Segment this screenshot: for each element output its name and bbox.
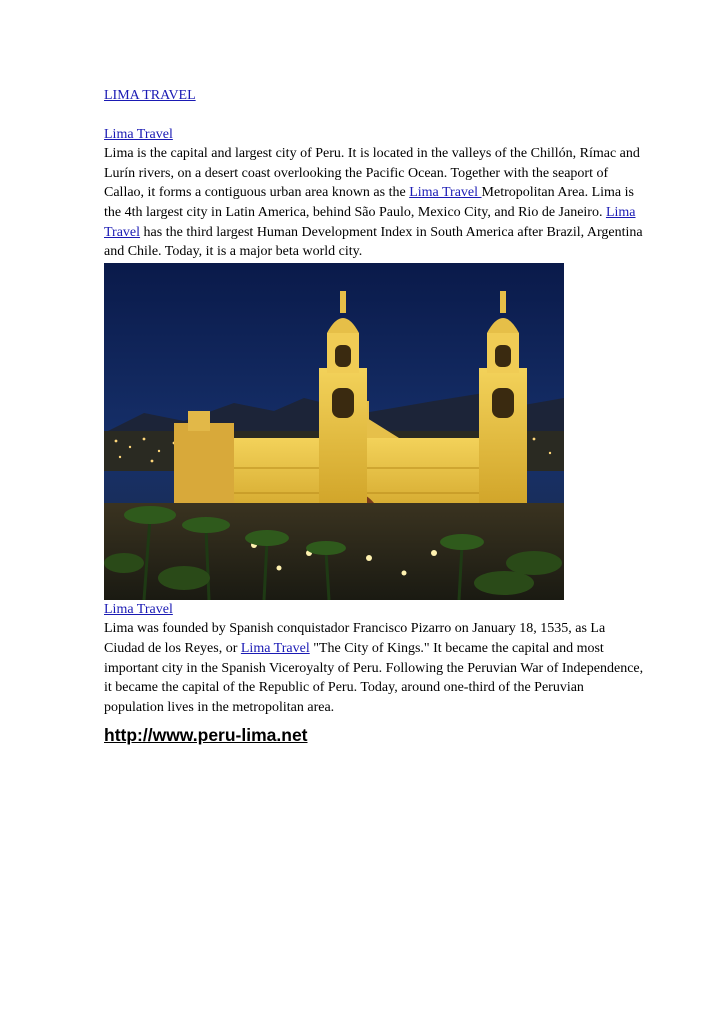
document-content bbox=[104, 86, 644, 746]
p1-text-c: has the third largest Human Development Index in South America after Brazil, Argentina and Chile. Today, it is a major beta world city. bbox=[104, 224, 643, 260]
paragraph-2 bbox=[104, 600, 644, 718]
p1-heading-link[interactable]: Lima Travel bbox=[104, 126, 173, 142]
p1-text-b: Metropolitan Area. Lima is the 4th largest city in Latin America, behind São Paulo, Mexico City, and Rio de Janeiro. bbox=[104, 185, 634, 220]
p1-inline-link-1[interactable]: Lima Travel bbox=[409, 185, 482, 201]
p2-inline-link[interactable]: Lima Travel bbox=[240, 640, 310, 656]
doc-title-paragraph bbox=[104, 86, 644, 106]
doc-title-link[interactable]: LIMA TRAVEL bbox=[104, 88, 196, 103]
cathedral-illustration bbox=[104, 263, 564, 600]
site-url-link[interactable]: http://www.peru-lima.net bbox=[104, 725, 308, 746]
p1-inline-link-2[interactable]: Lima Travel bbox=[104, 204, 636, 240]
p2-heading-link[interactable]: Lima Travel bbox=[104, 601, 173, 617]
p2-text-b: "The City of Kings." It became the capital and most important city in the Spanish Viceroyalty of Peru. Following the Peruvian War of Independence, it became the capital of the Republic of Peru. Today, around one-third of the Peruvian population lives in the metropolitan area. bbox=[104, 640, 644, 715]
cathedral-photo bbox=[104, 263, 564, 600]
p1-text-a: Lima is the capital and largest city of Peru. It is located in the valleys of the Chillón, Rímac and Lurín rivers, on a desert coast overlooking the Pacific Ocean. Together with the seaport of Callao, it forms a contiguous urban area known as the bbox=[104, 146, 640, 201]
p2-text-a: Lima was founded by Spanish conquistador Francisco Pizarro on January 18, 1535, as La Ciudad de los Reyes, or bbox=[104, 621, 606, 656]
paragraph-1 bbox=[104, 125, 644, 262]
